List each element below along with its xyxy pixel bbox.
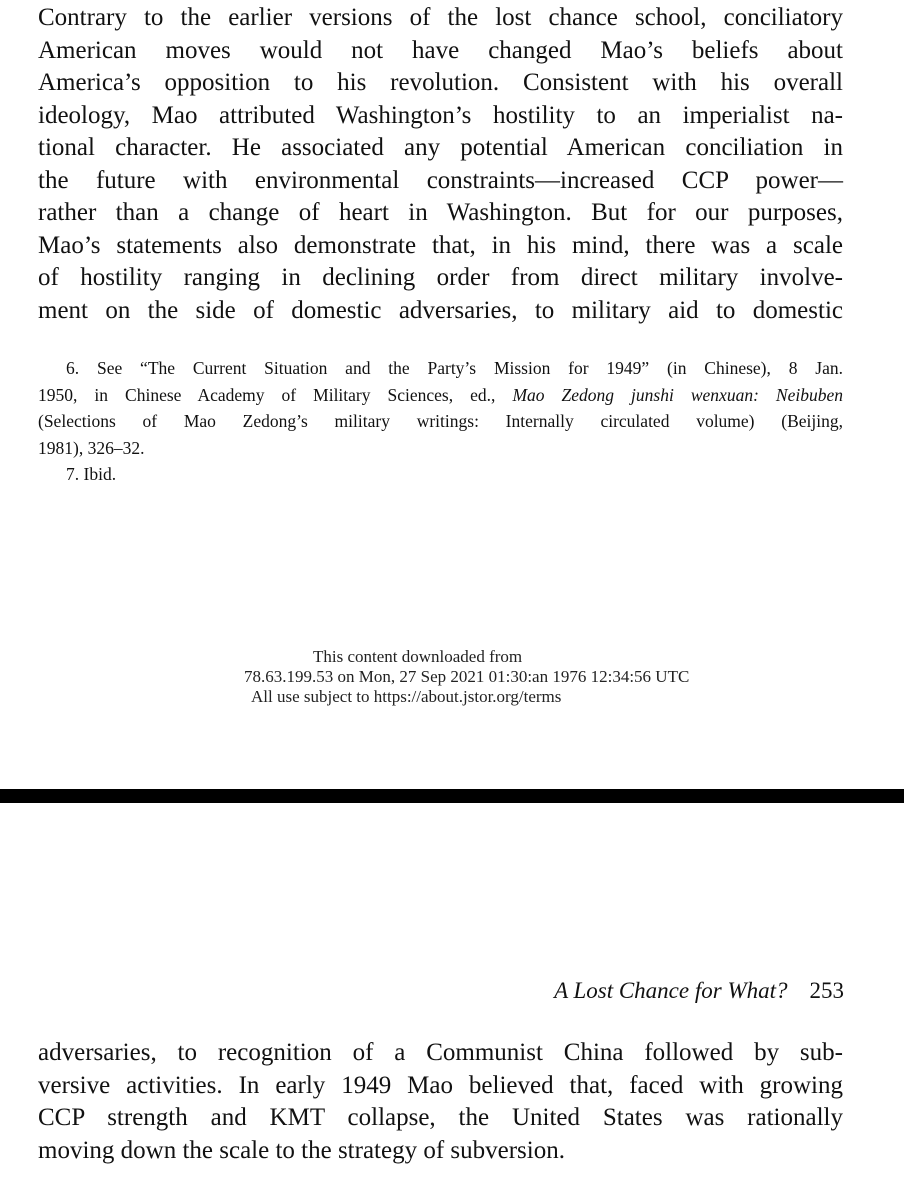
text-line: rather than a change of heart in Washington. But for our purposes, [38,199,843,226]
notice-line: 78.63.199.53 on Mon, 27 Sep 2021 01:30:an 1976 12:34:56 UTC [244,667,690,686]
notice-terms-line: All use subject to https://about.jstor.org/terms [251,687,562,706]
text-line: versive activities. In early 1949 Mao believed that, faced with growing [38,1071,843,1099]
footnote-7: 7. Ibid. [66,464,117,484]
text-line: of hostility ranging in declining order from direct military involve- [38,264,843,291]
text-line: ment on the side of domestic adversaries, to military aid to domestic [38,296,843,324]
notice-line: This content downloaded from [313,647,523,666]
text-line: tional character. He associated any potential American conciliation in [38,134,843,161]
text-line: moving down the scale to the strategy of subversion. [38,1136,565,1164]
page-number: 253 [809,978,844,1003]
jstor-download-notice [0,647,904,707]
body-paragraph-top [38,2,843,327]
running-head [554,978,844,1004]
text-line: ideology, Mao attributed Washington’s hostility to an imperialist na- [38,101,843,129]
text-line: America’s opposition to his revolution. Consistent with his overall [38,69,843,96]
footnotes [38,355,843,488]
running-head-title: A Lost Chance for What? [554,978,788,1003]
footnote-6-line: 1981), 326–32. [38,437,145,458]
text-line: CCP strength and KMT collapse, the United States was rationally [38,1104,843,1131]
body-paragraph-bottom [38,1037,843,1167]
page-divider [0,789,904,803]
footnote-6-text: 1950, in Chinese Academy of Military Sciences, ed., [38,384,513,405]
footnote-6-book-title: Mao Zedong junshi wenxuan: Neibuben [512,384,843,405]
text-line: the future with environmental constraints—increased CCP power— [38,166,843,194]
text-line: adversaries, to recognition of a Communist China followed by sub- [38,1039,843,1066]
footnote-6-line [38,382,843,409]
text-line: Contrary to the earlier versions of the lost chance school, conciliatory [38,4,843,31]
footnote-6-line: 6. See “The Current Situation and the Party’s Mission for 1949” (in Chinese), 8 Jan. [66,358,843,378]
text-line: Mao’s statements also demonstrate that, in his mind, there was a scale [38,231,843,259]
footnote-6-line: (Selections of Mao Zedong’s military writings: Internally circulated volume) (Beijing, [38,411,843,431]
text-line: American moves would not have changed Mao’s beliefs about [38,36,843,64]
